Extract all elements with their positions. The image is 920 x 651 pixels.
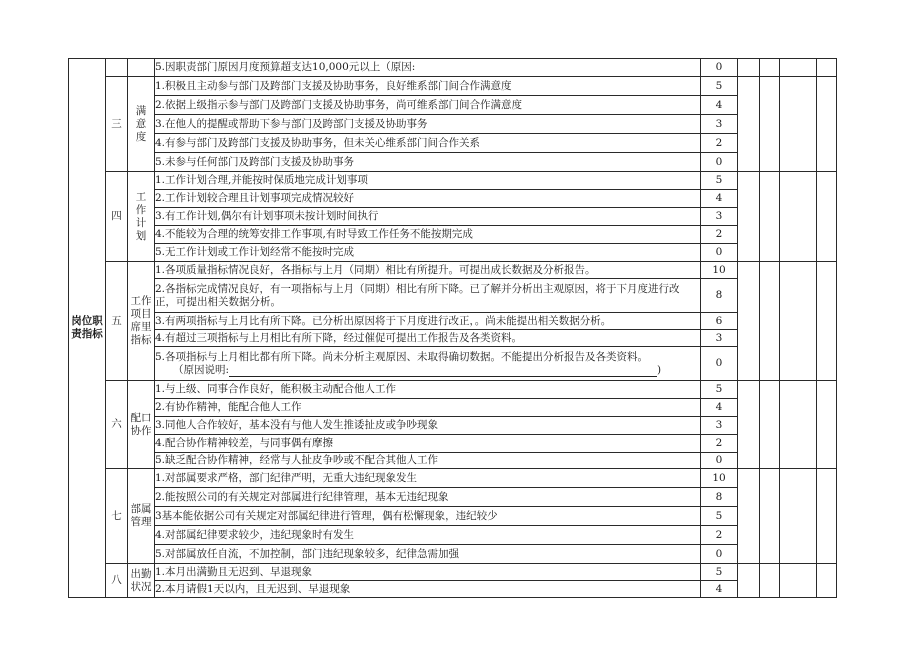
score: 4 — [701, 581, 738, 598]
label-line: 管理 — [130, 516, 152, 528]
label-line: 项目 — [130, 308, 152, 320]
score: 0 — [701, 153, 738, 172]
label-char: 度 — [135, 130, 147, 143]
score: 8 — [701, 279, 738, 313]
score: 2 — [701, 134, 738, 153]
section-number: 六 — [106, 381, 128, 469]
table-row — [69, 279, 837, 313]
criterion: 1.积极且主动参与部门及跨部门支援及协助事务，良好维系部门间合作满意度 — [155, 77, 701, 96]
section-number: 五 — [106, 262, 128, 381]
table-row — [69, 226, 837, 244]
criterion: 4.有参与部门及跨部门支援及协助事务，但未关心维系部门间合作关系 — [155, 134, 701, 153]
table-row — [69, 507, 837, 526]
criterion: 2.各指标完成情况良好，有一项指标与上月（同期）相比有所下降。已了解并分析出主观原因，将于下月度进行改正，可提出相关数据分析。 — [155, 279, 701, 313]
table-row — [69, 581, 837, 598]
table-row — [69, 244, 837, 262]
table-row — [69, 469, 837, 488]
criterion: 5.因职责部门原因月度预算超支达10,000元以上（原因: — [155, 59, 701, 77]
criterion: 3.在他人的提醒或帮助下参与部门及跨部门支援及协助事务 — [155, 115, 701, 134]
score: 5 — [701, 172, 738, 190]
criterion-with-note — [155, 347, 701, 381]
label-line: 指标 — [130, 334, 152, 346]
table-row — [69, 488, 837, 507]
criterion: 2.依据上级指示参与部门及跨部门支援及协助事务，尚可维系部门间合作满意度 — [155, 96, 701, 115]
table-row — [69, 262, 837, 279]
table-row — [69, 453, 837, 469]
score: 8 — [701, 488, 738, 507]
criterion: 1.工作计划合理,并能按时保质地完成计划事项 — [155, 172, 701, 190]
evaluation-table — [68, 58, 837, 598]
table-row — [69, 96, 837, 115]
criterion: 3.同他人合作较好，基本没有与他人发生推诿扯皮或争吵现象 — [155, 417, 701, 435]
label-line: 部属 — [130, 503, 152, 515]
table-row — [69, 153, 837, 172]
criterion: 4.对部属纪律要求较少，违纪现象时有发生 — [155, 526, 701, 545]
criterion: 4.不能较为合理的统筹安排工作事项,有时导致工作任务不能按期完成 — [155, 226, 701, 244]
score: 4 — [701, 399, 738, 417]
criterion: 4.有超过三项指标与上月相比有所下降，经过催促可提出工作报告及各类资料。 — [155, 330, 701, 347]
label-line: 状况 — [130, 580, 152, 593]
criterion: 1.本月出满勤且无迟到、早退现象 — [155, 564, 701, 581]
score: 2 — [701, 226, 738, 244]
criterion: 5.各项指标与上月相比都有所下降。尚未分析主观原因、未取得确切数据。不能提出分析报告及各类资料。 — [155, 350, 649, 363]
criterion: 1.与上级、同事合作良好，能积极主动配合他人工作 — [155, 381, 701, 399]
label-char: 计 — [135, 216, 147, 229]
table-row — [69, 134, 837, 153]
criterion: 2.工作计划较合理且计划事项完成情况较好 — [155, 190, 701, 208]
note-label: （原因说明: — [173, 363, 230, 376]
section-number: 四 — [106, 172, 128, 262]
score: 5 — [701, 564, 738, 581]
criterion: 4.配合协作精神较差，与同事偶有摩擦 — [155, 435, 701, 453]
score: 0 — [701, 59, 738, 77]
criterion: 1.各项质量指标情况良好，各指标与上月（同期）相比有所提升。可提出成长数据及分析报告。 — [155, 262, 701, 279]
label-char: 满 — [135, 104, 147, 117]
score: 4 — [701, 96, 738, 115]
note-end: ) — [657, 363, 662, 376]
score: 3 — [701, 330, 738, 347]
score: 10 — [701, 262, 738, 279]
criterion: 3.有工作计划,偶尔有计划事项未按计划时间执行 — [155, 208, 701, 226]
section-label — [128, 77, 155, 172]
criterion: 2.能按照公司的有关规定对部属进行纪律管理，基本无违纪现象 — [155, 488, 701, 507]
table-row — [69, 381, 837, 399]
section-label — [128, 564, 155, 598]
score: 4 — [701, 190, 738, 208]
criterion: 5.未参与任何部门及跨部门支援及协助事务 — [155, 153, 701, 172]
table-row — [69, 435, 837, 453]
score: 3 — [701, 417, 738, 435]
label-char: 作 — [135, 203, 147, 216]
category-label: 岗位职责指标 — [71, 315, 103, 340]
table-row — [69, 347, 837, 381]
section-number: 八 — [106, 564, 128, 598]
score: 3 — [701, 208, 738, 226]
section-number: 七 — [106, 469, 128, 564]
score: 6 — [701, 313, 738, 330]
table-row — [69, 330, 837, 347]
score: 0 — [701, 453, 738, 469]
blank-line — [229, 366, 657, 377]
score: 2 — [701, 526, 738, 545]
score: 2 — [701, 435, 738, 453]
category-cell — [69, 59, 106, 598]
criterion: 5.对部属放任自流，不加控制，部门违纪现象较多，纪律急需加强 — [155, 545, 701, 564]
label-line: 席里 — [130, 321, 152, 333]
table-row — [69, 172, 837, 190]
table-row — [69, 59, 837, 77]
criterion: 2.有协作精神，能配合他人工作 — [155, 399, 701, 417]
table-row — [69, 313, 837, 330]
section-label — [128, 469, 155, 564]
section-number: 三 — [106, 77, 128, 172]
section-label — [128, 172, 155, 262]
score: 3 — [701, 115, 738, 134]
table-row — [69, 208, 837, 226]
label-line: 工作 — [130, 295, 152, 307]
score: 10 — [701, 469, 738, 488]
table-row — [69, 526, 837, 545]
label-char: 意 — [135, 117, 147, 130]
criterion: 3.有两项指标与上月比有所下降。已分析出原因将于下月度进行改正，。尚未能提出相关数据分析。 — [155, 313, 701, 330]
criterion: 2.本月请假1天以内，且无迟到、早退现象 — [155, 581, 701, 598]
section-label — [128, 262, 155, 381]
criterion: 3基本能依据公司有关规定对部属纪律进行管理，偶有松懈现象，违纪较少 — [155, 507, 701, 526]
table-row — [69, 115, 837, 134]
label-char: 工 — [135, 190, 147, 203]
table-row — [69, 399, 837, 417]
score: 0 — [701, 244, 738, 262]
table-row — [69, 417, 837, 435]
label-line: 配口 — [130, 411, 152, 424]
table-row — [69, 77, 837, 96]
score: 5 — [701, 381, 738, 399]
score: 0 — [701, 545, 738, 564]
score: 5 — [701, 507, 738, 526]
criterion: 5.缺乏配合协作精神，经常与人扯皮争吵或不配合其他人工作 — [155, 453, 701, 469]
section-label — [128, 381, 155, 469]
label-line: 协作 — [130, 424, 152, 437]
table-row — [69, 190, 837, 208]
table-row — [69, 545, 837, 564]
label-char: 划 — [135, 229, 147, 242]
score: 5 — [701, 77, 738, 96]
table-row — [69, 564, 837, 581]
criterion: 5.无工作计划或工作计划经常不能按时完成 — [155, 244, 701, 262]
score: 0 — [701, 347, 738, 381]
criterion: 1.对部属要求严格，部门纪律严明，无重大违纪现象发生 — [155, 469, 701, 488]
reason-note — [155, 364, 700, 377]
label-line: 出勤 — [130, 567, 152, 580]
